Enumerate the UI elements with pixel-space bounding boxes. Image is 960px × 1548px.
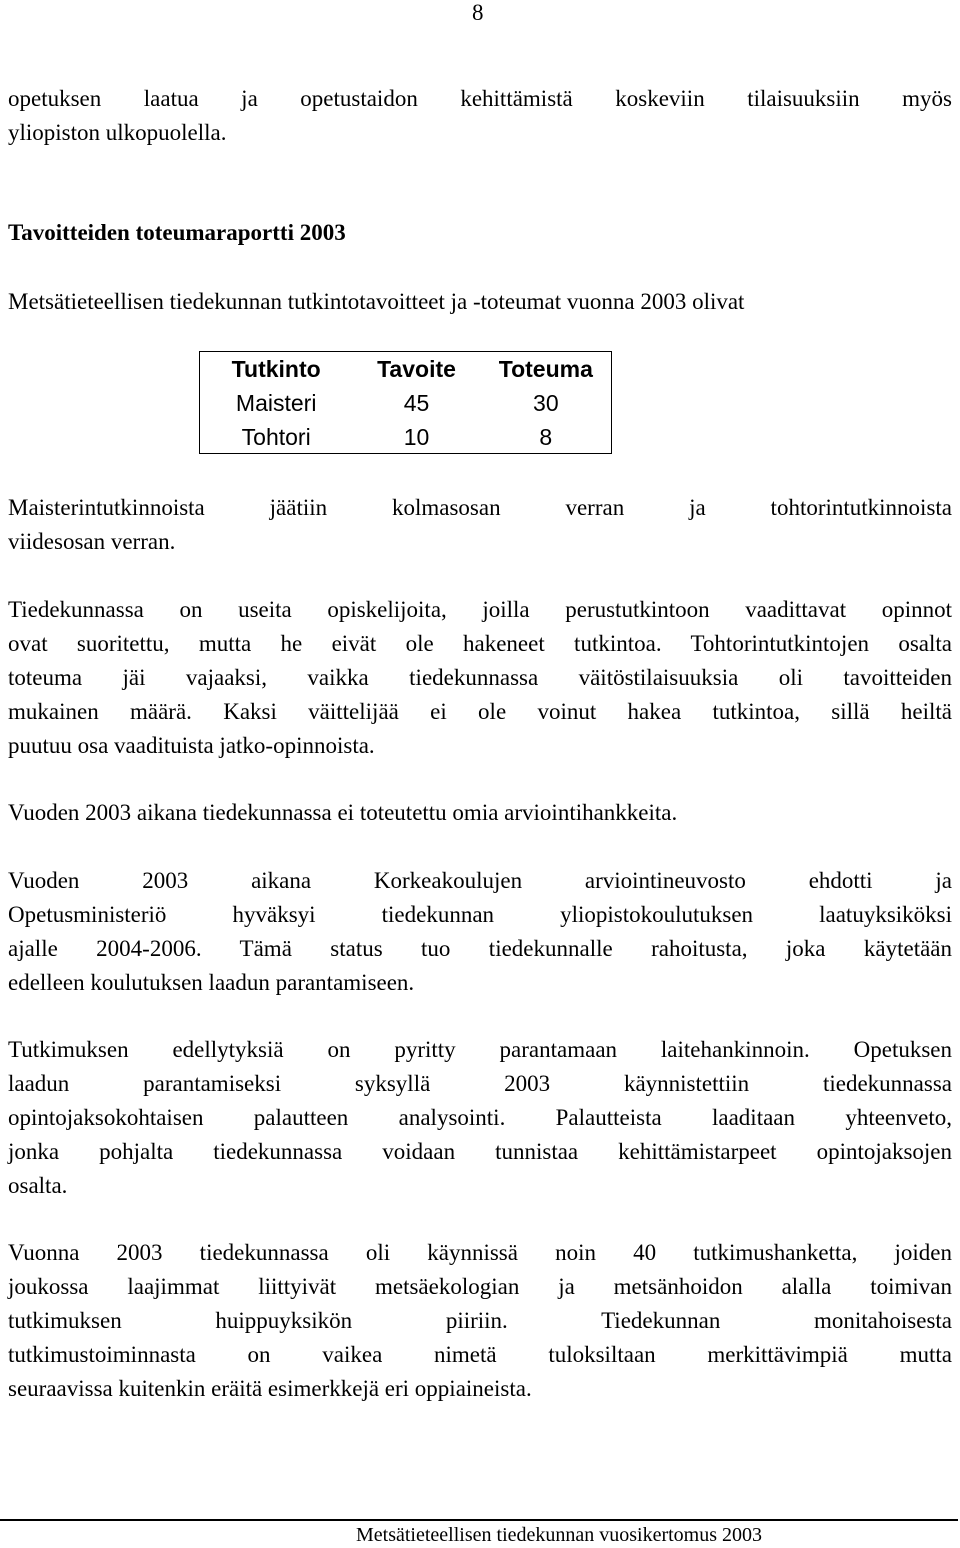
text-line: Vuoden 2003 aikana tiedekunnassa ei toteutettu omia arviointihankkeita. [8,800,678,825]
text-line: osalta. [8,1173,68,1198]
text-line: tutkimustoiminnasta on vaikea nimetä tuloksiltaan merkittävimpiä mutta [8,1342,952,1367]
table-cell: 10 [403,424,430,450]
text-line: ajalle 2004-2006. Tämä status tuo tiedekunnalle rahoitusta, joka käytetään [8,936,952,961]
text-line: laadun parantamiseksi syksyllä 2003 käynnistettiin tiedekunnassa [8,1071,952,1096]
table-header-row [200,352,611,386]
table-cell: Tohtori [241,424,311,450]
text-line: tutkimuksen huippuyksikön piiriin. Tiedekunnan monitahoisesta [8,1308,952,1333]
footer-divider [0,1519,958,1521]
text-line: Metsätieteellisen tiedekunnan tutkintotavoitteet ja -toteumat vuonna 2003 olivat [8,289,745,314]
table-row [200,420,611,454]
paragraph [8,1033,952,1203]
text-line: opetuksen laatua ja opetustaidon kehittämistä koskeviin tilaisuuksiin myös [8,86,952,111]
section-heading: Tavoitteiden toteumaraportti 2003 [8,220,346,245]
text-line: opintojaksokohtaisen palautteen analysointi. Palautteista laaditaan yhteenveto, [8,1105,952,1130]
column-header: Tavoite [377,356,456,382]
text-line: Opetusministeriö hyväksyi tiedekunnan yliopistokoulutuksen laatuyksiköksi [8,902,952,927]
text-line: puutuu osa vaadituista jatko-opinnoista. [8,733,375,758]
text-line: jonka pohjalta tiedekunnassa voidaan tunnistaa kehittämistarpeet opintojaksojen [8,1139,952,1164]
paragraph [8,491,952,559]
text-line: mukainen määrä. Kaksi väittelijää ei ole voinut hakea tutkintoa, sillä heiltä [8,699,952,724]
paragraph [8,796,952,830]
text-line: viidesosan verran. [8,529,176,554]
page-footer: Metsätieteellisen tiedekunnan vuosikertomus 2003 [356,1524,763,1546]
text-line: Tiedekunnassa on useita opiskelijoita, joilla perustutkintoon vaadittavat opinnot [8,597,952,622]
table-cell: 8 [539,424,553,450]
table-row [200,386,611,420]
text-line: yliopiston ulkopuolella. [8,120,227,145]
intro-paragraph [8,82,952,150]
text-line: Maisterintutkinnoista jäätiin kolmasosan verran ja tohtorintutkinnoista [8,495,952,520]
degree-table [199,351,612,454]
table-cell: Maisteri [235,390,317,416]
table-intro [8,285,952,319]
page-number: 8 [472,0,484,25]
text-line: Tutkimuksen edellytyksiä on pyritty parantamaan laitehankinnoin. Opetuksen [8,1037,952,1062]
column-header: Tutkinto [231,356,321,382]
text-line: seuraavissa kuitenkin eräitä esimerkkejä eri oppiaineista. [8,1376,532,1401]
table-cell: 30 [533,390,559,416]
text-line: ovat suoritettu, mutta he eivät ole hakeneet tutkintoa. Tohtorintutkintojen osalta [8,631,952,656]
paragraph [8,593,952,763]
table-cell: 45 [403,390,430,416]
text-line: Vuoden 2003 aikana Korkeakoulujen arviointineuvosto ehdotti ja [8,868,952,893]
text-line: edelleen koulutuksen laadun parantamiseen. [8,970,415,995]
text-line: toteuma jäi vajaaksi, vaikka tiedekunnassa väitöstilaisuuksia oli tavoitteiden [8,665,952,690]
column-header: Toteuma [498,356,593,382]
text-line: Vuonna 2003 tiedekunnassa oli käynnissä noin 40 tutkimushanketta, joiden [8,1240,952,1265]
text-line: joukossa laajimmat liittyivät metsäekologian ja metsänhoidon alalla toimivan [8,1274,952,1299]
paragraph [8,1236,952,1406]
paragraph [8,864,952,1000]
